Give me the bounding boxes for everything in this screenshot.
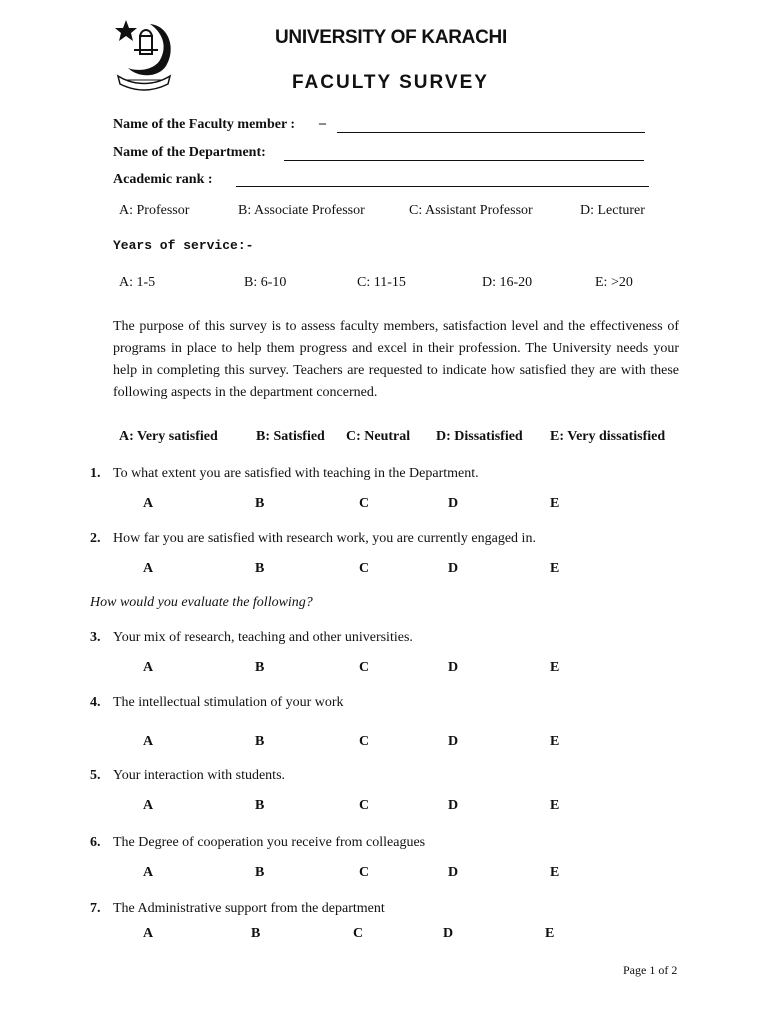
answer-option-d[interactable]: D [448, 734, 459, 749]
answer-option-d[interactable]: D [448, 496, 459, 511]
answer-option-e[interactable]: E [545, 926, 555, 941]
answer-option-e[interactable]: E [550, 865, 560, 880]
question-number: 5. [90, 768, 101, 783]
question-number: 7. [90, 901, 101, 916]
answer-option-a[interactable]: A [143, 798, 154, 813]
scale-label: B: Satisfied [256, 429, 325, 444]
answer-option-b[interactable]: B [251, 926, 261, 941]
department-label: Name of the Department: [113, 145, 266, 160]
question-text: The intellectual stimulation of your work [113, 695, 344, 710]
question-text: Your interaction with students. [113, 768, 286, 783]
answer-option-e[interactable]: E [550, 660, 560, 675]
rank-option[interactable]: C: Assistant Professor [409, 203, 533, 218]
rank-option[interactable]: B: Associate Professor [238, 203, 365, 218]
answer-option-c[interactable]: C [353, 926, 364, 941]
answer-option-b[interactable]: B [255, 561, 265, 576]
question-number: 1. [90, 466, 101, 481]
years-of-service-label: Years of service:- [113, 238, 254, 253]
answer-option-c[interactable]: C [359, 865, 370, 880]
answer-option-b[interactable]: B [255, 660, 265, 675]
department-field[interactable] [284, 160, 644, 161]
university-crest-icon [104, 14, 184, 92]
answer-option-c[interactable]: C [359, 561, 370, 576]
service-option[interactable]: E: >20 [595, 275, 633, 290]
scale-label: D: Dissatisfied [436, 429, 523, 444]
scale-label: C: Neutral [346, 429, 411, 444]
faculty-member-field[interactable] [337, 132, 645, 133]
scale-label: A: Very satisfied [119, 429, 218, 444]
answer-option-b[interactable]: B [255, 496, 265, 511]
answer-option-c[interactable]: C [359, 734, 370, 749]
rank-option[interactable]: A: Professor [119, 203, 190, 218]
answer-option-e[interactable]: E [550, 798, 560, 813]
answer-option-b[interactable]: B [255, 798, 265, 813]
answer-option-d[interactable]: D [448, 660, 459, 675]
service-option[interactable]: D: 16-20 [482, 275, 533, 290]
answer-option-a[interactable]: A [143, 734, 154, 749]
answer-option-a[interactable]: A [143, 926, 154, 941]
service-option[interactable]: A: 1-5 [119, 275, 156, 290]
faculty-member-label: Name of the Faculty member : [113, 117, 296, 132]
answer-option-c[interactable]: C [359, 496, 370, 511]
page-number: Page 1 of 2 [623, 963, 678, 977]
answer-option-e[interactable]: E [550, 734, 560, 749]
academic-rank-label: Academic rank : [113, 172, 213, 187]
answer-option-a[interactable]: A [143, 865, 154, 880]
faculty-member-dash: – [319, 116, 326, 131]
answer-option-e[interactable]: E [550, 496, 560, 511]
question-text: To what extent you are satisfied with teaching in the Department. [113, 466, 479, 481]
answer-option-b[interactable]: B [255, 865, 265, 880]
service-option[interactable]: B: 6-10 [244, 275, 287, 290]
rank-option[interactable]: D: Lecturer [580, 203, 645, 218]
question-text: The Administrative support from the department [113, 901, 385, 916]
answer-option-d[interactable]: D [448, 865, 459, 880]
question-number: 6. [90, 835, 101, 850]
answer-option-d[interactable]: D [448, 798, 459, 813]
answer-option-a[interactable]: A [143, 660, 154, 675]
answer-option-a[interactable]: A [143, 496, 154, 511]
question-number: 2. [90, 531, 101, 546]
service-option[interactable]: C: 11-15 [357, 275, 406, 290]
scale-label: E: Very dissatisfied [550, 429, 666, 444]
academic-rank-field[interactable] [236, 186, 649, 187]
answer-option-b[interactable]: B [255, 734, 265, 749]
answer-option-e[interactable]: E [550, 561, 560, 576]
answer-option-d[interactable]: D [448, 561, 459, 576]
answer-option-c[interactable]: C [359, 798, 370, 813]
answer-option-a[interactable]: A [143, 561, 154, 576]
university-name: UNIVERSITY OF KARACHI [275, 27, 507, 48]
question-number: 3. [90, 630, 101, 645]
answer-option-c[interactable]: C [359, 660, 370, 675]
intro-paragraph: The purpose of this survey is to assess faculty members, satisfaction level and the effectiveness of programs in place to help them progress and excel in their profession. The University needs your help in completing this survey. Teachers are requested to indicate how satisfied they are with these following aspects in the department concerned. [113, 319, 679, 400]
question-text: Your mix of research, teaching and other universities. [113, 630, 413, 645]
question-text: How far you are satisfied with research work, you are currently engaged in. [113, 531, 536, 546]
question-text: The Degree of cooperation you receive from colleagues [113, 835, 426, 850]
evaluate-heading: How would you evaluate the following? [90, 595, 313, 610]
question-number: 4. [90, 695, 101, 710]
answer-option-d[interactable]: D [443, 926, 454, 941]
survey-title: FACULTY SURVEY [292, 72, 489, 93]
